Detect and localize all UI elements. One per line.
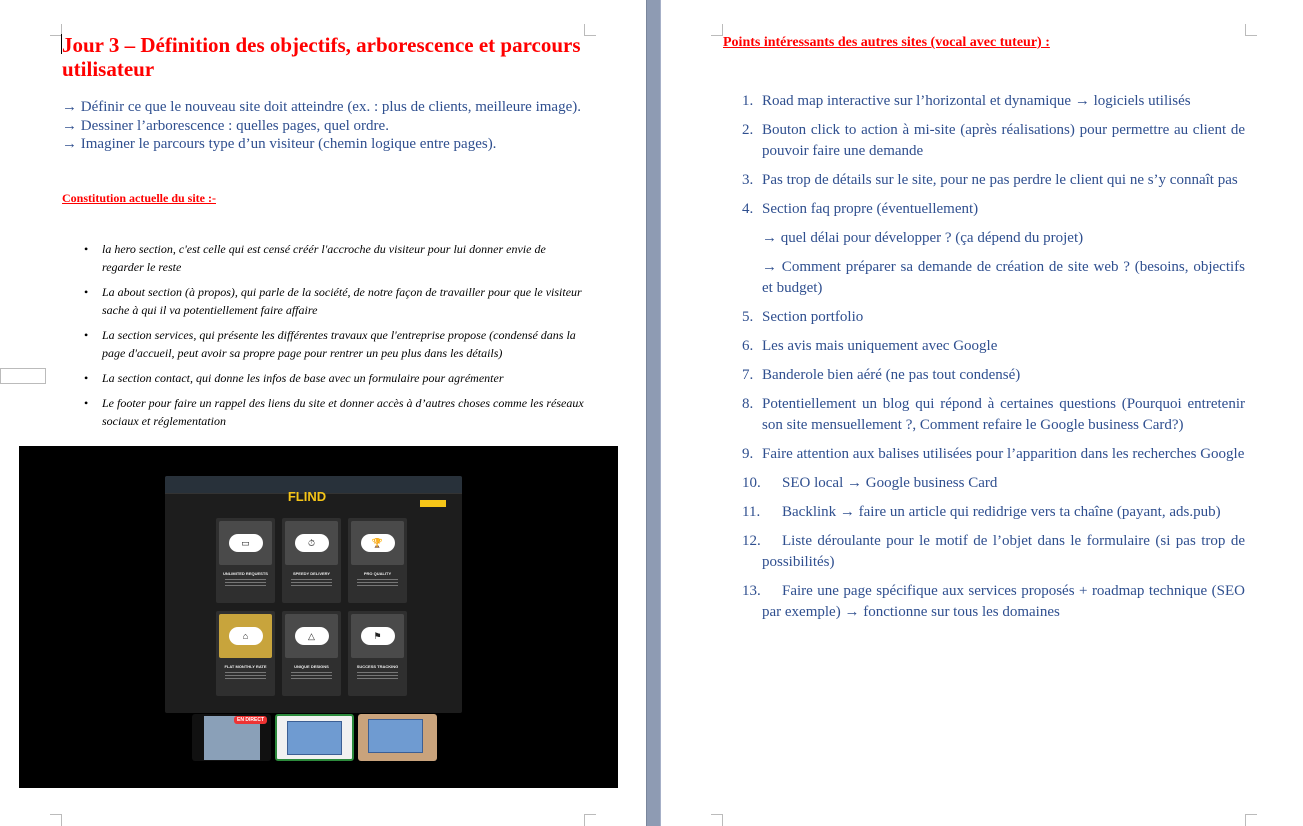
list-sub-item [743, 257, 1245, 299]
thumbnail [275, 714, 354, 761]
design-icon: △ [295, 627, 329, 645]
document-page-2[interactable] [661, 0, 1303, 826]
list-number: 13. [742, 583, 761, 599]
list-number: 5. [742, 309, 754, 325]
card-title: UNIQUE DESIGNS [294, 664, 329, 669]
list-text: Road map interactive sur l’horizontal et dynamique → logiciels utilisés [762, 93, 1191, 109]
window-thumbnails [192, 714, 437, 761]
list-number: 9. [742, 446, 754, 462]
list-item [743, 91, 1245, 112]
feature-card [348, 611, 407, 696]
list-number: 6. [742, 338, 754, 354]
list-number: 3. [742, 172, 754, 188]
live-badge: EN DIRECT [234, 716, 267, 724]
section-subheading[interactable]: Constitution actuelle du site :- [62, 191, 216, 205]
list-item [743, 581, 1245, 623]
margin-mark [50, 814, 62, 826]
list-number: 2. [742, 122, 754, 138]
card-icon: ▭ [229, 534, 263, 552]
list-text: Les avis mais uniquement avec Google [762, 338, 998, 354]
list-number: 1. [742, 93, 754, 109]
intro-line: → Dessiner l’arborescence : quelles pages, quel ordre. [62, 117, 389, 134]
intro-text[interactable] [62, 98, 592, 154]
list-number: 8. [742, 396, 754, 412]
list-item: • La section services, qui présente les différentes travaux que l'entreprise propose (condensé dans la page d'accueil, peut avoir sa propre page pour rentrer un peu plus dans les détails) [84, 326, 584, 362]
list-item [743, 531, 1245, 573]
list-text: Section portfolio [762, 309, 864, 325]
list-item [743, 444, 1245, 465]
list-number: 10. [742, 475, 761, 491]
card-title: UNLIMITED REQUESTS [223, 571, 268, 576]
section-heading[interactable]: Points intéressants des autres sites (vocal avec tuteur) : [723, 35, 1050, 50]
page-title[interactable]: Jour 3 – Définition des objectifs, arborescence et parcours utilisateur [62, 33, 581, 81]
card-title: FLAT MONTHLY RATE [224, 664, 267, 669]
thumbnail [358, 714, 437, 761]
trophy-icon: 🏆 [361, 534, 395, 552]
list-sub-item [743, 228, 1245, 249]
feature-card [282, 518, 341, 603]
card-title: SUCCESS TRACKING [356, 664, 399, 669]
list-text: Banderole bien aéré (ne pas tout condensé) [762, 367, 1021, 383]
list-item: • La about section (à propos), qui parle de la société, de notre façon de travailler pour que le visiteur sache à qui il va potentiellement faire affaire [84, 283, 584, 319]
card-title: SPEEDY DELIVERY [292, 571, 331, 576]
list-item [743, 199, 1245, 220]
bullet-list[interactable] [84, 240, 584, 437]
list-number: 7. [742, 367, 754, 383]
list-text: Backlink → faire un article qui redidrige vers ta chaîne (payant, ads.pub) [782, 504, 1221, 520]
site-logo: FLIND [287, 492, 327, 504]
cta-button [420, 500, 446, 507]
list-text: Potentiellement un blog qui répond à certaines questions (Pourquoi entretenir son site mensuellement ?, Comment refaire le Google business Card?) [762, 396, 1245, 433]
feature-card [216, 611, 275, 696]
list-item [743, 307, 1245, 328]
list-text: Faire une page spécifique aux services proposés + roadmap technique (SEO par exemple) → fonctionne sur tous les domaines [762, 583, 1245, 620]
embedded-screenshot-image[interactable] [19, 446, 618, 788]
list-text: Liste déroulante pour le motif de l’objet dans le formulaire (si pas trop de possibilités) [762, 533, 1245, 570]
feature-card [282, 611, 341, 696]
list-number: 4. [742, 201, 754, 217]
list-item: • Le footer pour faire un rappel des liens du site et donner accès à d’autres choses comme les réseaux sociaux et réglementation [84, 394, 584, 430]
stopwatch-icon: ⏱ [295, 534, 329, 552]
thumbnail [192, 714, 271, 761]
margin-mark [1245, 814, 1257, 826]
margin-mark [711, 24, 723, 36]
page-separator [646, 0, 661, 826]
intro-line: → Définir ce que le nouveau site doit atteindre (ex. : plus de clients, meilleure image). [62, 99, 581, 115]
list-item [743, 170, 1245, 191]
list-text: → Comment préparer sa demande de création de site web ? (besoins, objectifs et budget) [762, 259, 1245, 296]
list-item [743, 365, 1245, 386]
flag-icon: ⚑ [361, 627, 395, 645]
list-number: 11. [742, 504, 761, 520]
numbered-list[interactable] [743, 91, 1245, 631]
feature-card [216, 518, 275, 603]
list-text: Pas trop de détails sur le site, pour ne pas perdre le client qui ne s’y connaît pas [762, 172, 1238, 188]
list-item [743, 473, 1245, 494]
list-text: SEO local → Google business Card [782, 475, 998, 491]
list-text: → quel délai pour développer ? (ça dépend du projet) [762, 230, 1084, 246]
list-text: Section faq propre (éventuellement) [762, 201, 979, 217]
list-item [743, 336, 1245, 357]
list-item [743, 120, 1245, 162]
document-page-1[interactable] [0, 0, 646, 826]
list-item [743, 502, 1245, 523]
margin-mark [584, 24, 596, 36]
list-number: 12. [742, 533, 761, 549]
feature-grid [216, 518, 407, 696]
card-title: PRO QUALITY [363, 571, 392, 576]
margin-mark [584, 814, 596, 826]
feature-card [348, 518, 407, 603]
margin-mark [1245, 24, 1257, 36]
list-text: Bouton click to action à mi-site (après réalisations) pour permettre au client de pouvoir faire une demande [762, 122, 1245, 159]
margin-mark [711, 814, 723, 826]
list-text: Faire attention aux balises utilisées pour l’apparition dans les recherches Google [762, 446, 1245, 462]
comment-anchor-box[interactable] [0, 368, 46, 384]
bag-icon: ⌂ [229, 627, 263, 645]
list-item: • La section contact, qui donne les infos de base avec un formulaire pour agrémenter [84, 369, 584, 387]
list-item [743, 394, 1245, 436]
browser-window [165, 476, 462, 713]
intro-line: → Imaginer le parcours type d’un visiteur (chemin logique entre pages). [62, 136, 497, 152]
list-item: • la hero section, c'est celle qui est censé créér l'accroche du visiteur pour lui donner envie de regarder le reste [84, 240, 584, 276]
